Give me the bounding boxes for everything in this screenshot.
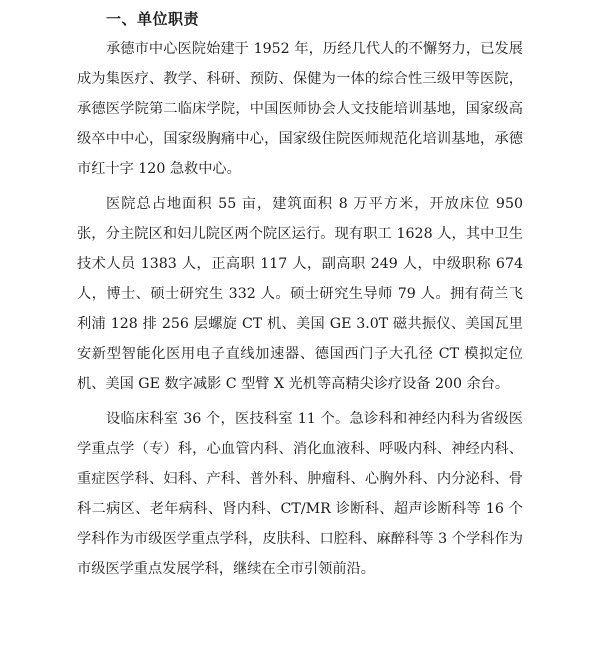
paragraph-history: 承德市中心医院始建于 1952 年，历经几代人的不懈努力，已发展成为集医疗、教学、科研、预防、保健为一体的综合性三级甲等医院，承德医学院第二临床学院，中国医师协会人文技能培训基地，国家级高级卒中中心，国家级胸痛中心，国家级住院医师规范化培训基地，承德市红十字 120 急救中心。	[77, 41, 523, 177]
section-heading: 一、单位职责	[106, 10, 200, 28]
paragraph-facilities: 医院总占地面积 55 亩，建筑面积 8 万平方米，开放床位 950 张，分主院区和妇儿院区两个院区运行。现有职工 1628 人，其中卫生技术人员 1383 人，正高职 117 人，副高职 249 人，中级职称 674 人，博士、硕士研究生 332 人。硕士研究生导师 79 人。拥有荷兰飞利浦 128 排 256 层螺旋 CT 机、美国 GE 3.0T 磁共振仪、美国瓦里安新型智能化医用电子直线加速器、德国西门子大孔径 CT 模拟定位机、美国 GE 数字减影 C 型臂 X 光机等高精尖诊疗设备 200 余台。	[77, 196, 523, 392]
paragraph-departments: 设临床科室 36 个，医技科室 11 个。急诊科和神经内科为省级医学重点学（专）科，心血管内科、消化血液科、呼吸内科、神经内科、重症医学科、妇科、产科、普外科、肿瘤科、心胸外科、内分泌科、骨科二病区、老年病科、肾内科、CT/MR 诊断科、超声诊断科等 16 个学科作为市级医学重点学科，皮肤科、口腔科、麻醉科等 3 个学科作为市级医学重点发展学科，继续在全市引领前沿。	[77, 411, 523, 577]
document-body	[77, 5, 523, 584]
